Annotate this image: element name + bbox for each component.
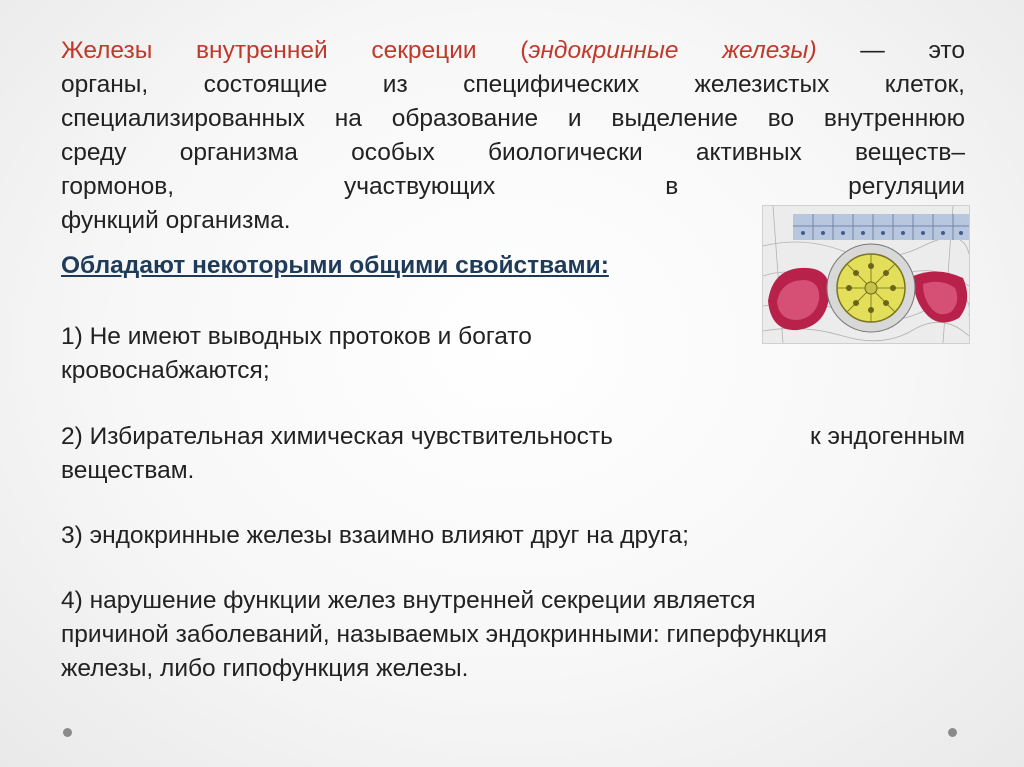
properties-heading: Обладают некоторыми общими свойствами: [61, 252, 609, 279]
property-3-line-1: 3) эндокринные железы взаимно влияют друг на друга; [61, 522, 689, 549]
paren-open: ( [476, 37, 529, 64]
term-endocrine-glands: Железы внутренней секреции [61, 37, 477, 64]
intro-line-4: среду организма особых биологически активных веществ– [61, 139, 965, 166]
intro-line-3: специализированных на образование и выделение во внутреннюю [61, 105, 965, 132]
intro-line-5: гормонов, участвующих в регуляции [61, 173, 965, 200]
property-2-line-1b: к эндогенным [809, 423, 965, 450]
intro-line-1 [61, 34, 965, 68]
property-1-line-2: кровоснабжаются; [61, 357, 270, 384]
property-item-1 [61, 320, 965, 388]
property-1-line-1: 1) Не имеют выводных протоков и богато [61, 323, 532, 350]
property-2-line-1a: 2) Избирательная химическая чувствительность [61, 423, 613, 450]
property-4-line-2: причиной заболеваний, называемых эндокринными: гиперфункция [61, 621, 827, 648]
slide-dot-right [948, 728, 957, 737]
property-item-2 [61, 420, 965, 488]
intro-line-2: органы, состоящие из специфических железистых клеток, [61, 71, 965, 98]
property-item-3 [61, 519, 965, 553]
slide-dot-left [63, 728, 72, 737]
property-4-line-3: железы, либо гипофункция железы. [61, 655, 469, 682]
intro-line-1-rest: — это [816, 37, 965, 64]
property-item-4 [61, 584, 965, 686]
property-2-line-2: веществам. [61, 457, 195, 484]
property-4-line-1: 4) нарушение функции желез внутренней секреции является [61, 587, 756, 614]
property-2-line-1 [61, 420, 965, 454]
intro-line-6: функций организма. [61, 207, 291, 234]
term-endocrine-italic: эндокринные железы) [528, 37, 817, 64]
